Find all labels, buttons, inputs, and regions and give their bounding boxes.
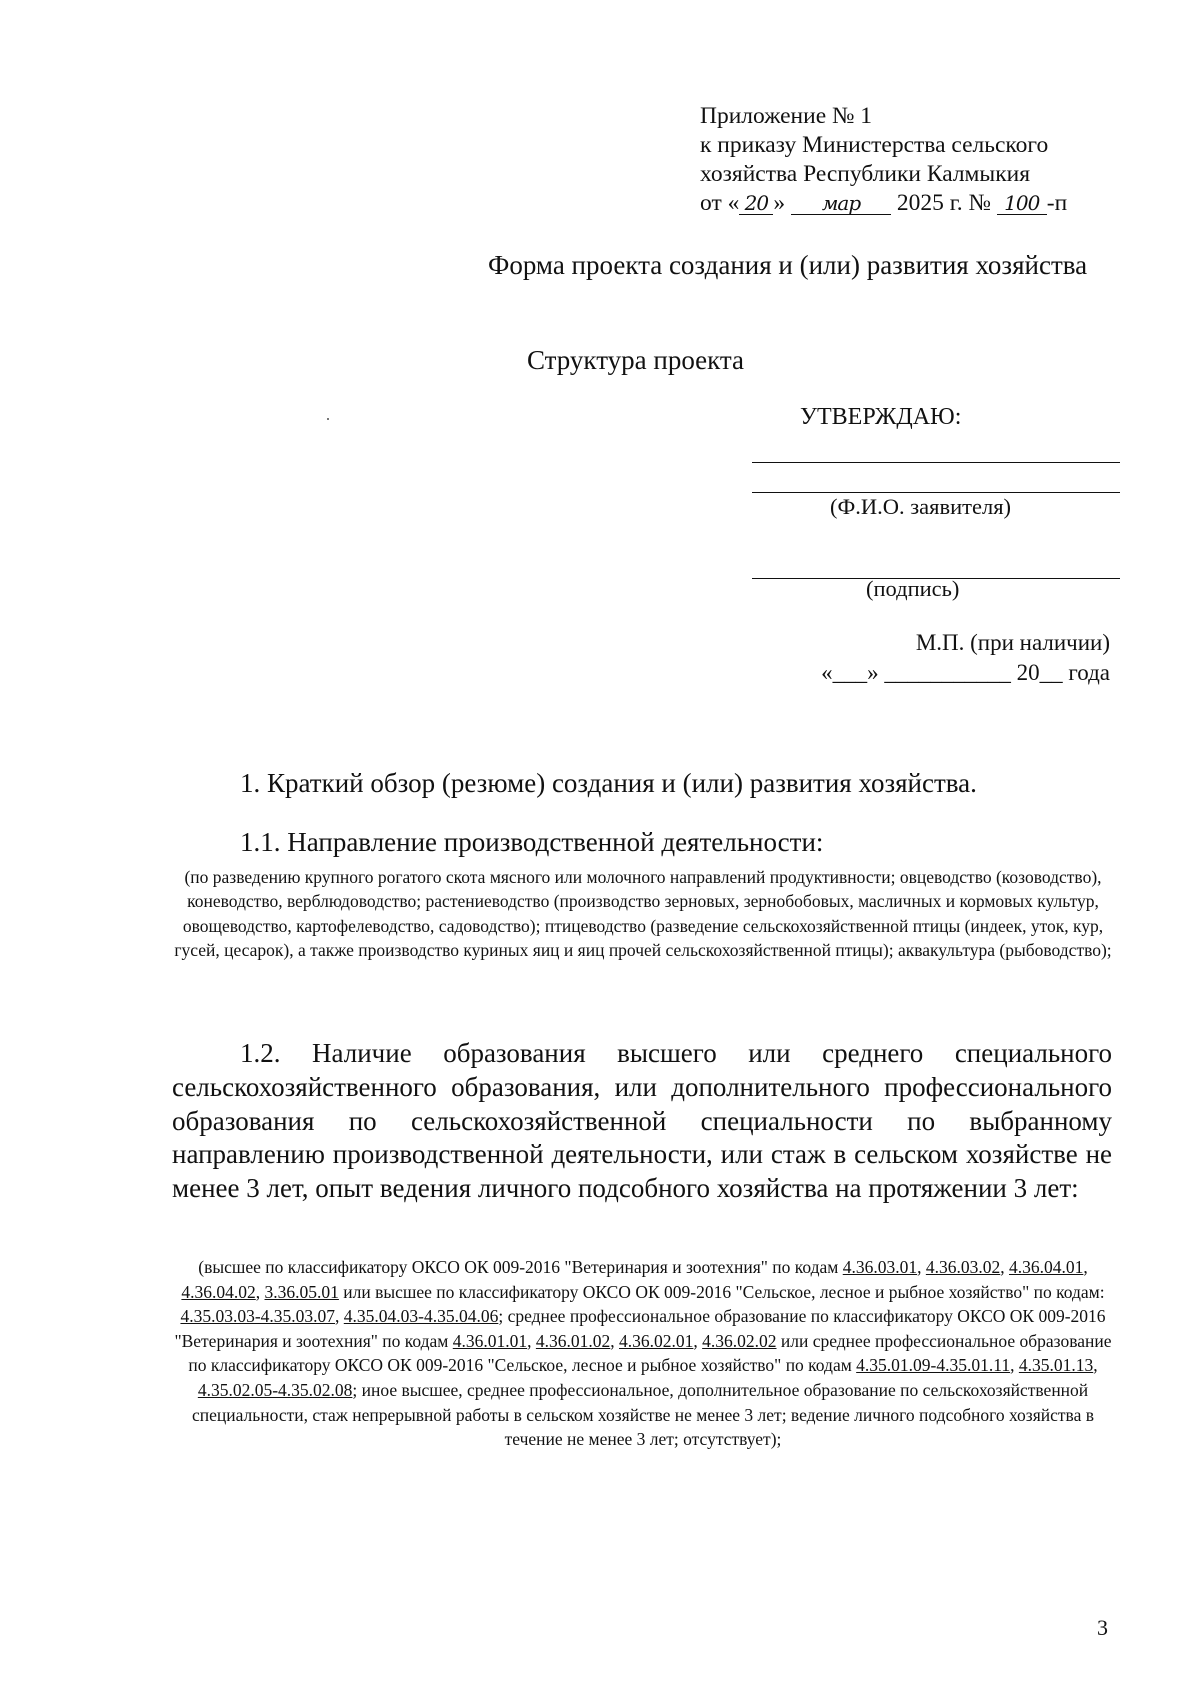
section-1-1-note: (по разведению крупного рогатого скота мясного или молочного направлений продуктивности; овцеводство (козоводство), коневодство, верблюдоводство; растениеводство (производство зерновых, зернобобовых, масличных и кормовых культур, овощеводство, картофелеводство, садоводство); птицеводство (разведение сельскохозяйственной птицы (индеек, уток, кур, гусей, цесарок), а также производство куриных яиц и яиц прочей сельскохозяйственной птицы); аквакультура (рыбоводство); [174,867,1112,961]
okso-code-link[interactable]: 4.36.02.02 [702,1330,777,1351]
okso-code-link[interactable]: 4.36.02.01 [619,1330,694,1351]
note-text: , [1000,1257,1009,1277]
section-1-2-note [168,1255,1118,1452]
page-number: 3 [1097,1615,1108,1640]
appendix-header [700,102,1067,218]
date-prefix: от « [700,190,740,216]
okso-code-link[interactable]: 4.35.02.05-4.35.02.08 [197,1379,353,1400]
note-text: , [610,1330,620,1351]
scan-speck [327,418,329,420]
handwritten-month: мар [791,192,891,215]
handwritten-day: 20 [739,192,773,215]
okso-code-link[interactable]: 3.36.05.01 [264,1281,339,1302]
note-text: , [1083,1257,1088,1277]
date-mid: » [773,190,786,216]
appendix-date-line [700,189,1067,218]
approval-heading: УТВЕРЖДАЮ: [800,404,962,430]
note-text: ; иное высшее, среднее профессиональное, дополнительное образование по сельскохозяйственной специальности, стаж непрерывной работы в сельском хозяйстве не менее 3 лет; ведение личного подсобного хозяйства в течение не менее 3 лет; отсутствует); [192,1379,1094,1450]
section-1-2-text: 1.2. Наличие образования высшего или среднего специального сельскохозяйственного образования, или дополнительного профессионального образования по сельскохозяйственной специальности по выбранному направлению производственной деятельности, или стаж в сельском хозяйстве не менее 3 лет, опыт ведения личного подсобного хозяйства на протяжении 3 лет: [172,1038,1112,1204]
appendix-order-ref: к приказу Министерства сельского [700,132,1049,158]
okso-code-link[interactable]: 4.35.01.09-4.35.01.11 [856,1355,1011,1376]
note-text: , [527,1330,536,1351]
note-text: (высшее по классификатору ОКСО ОК 009-2016 "Ветеринария и зоотехния" по кодам [198,1257,843,1277]
note-text: , [1010,1355,1019,1376]
okso-code-link[interactable]: 4.35.04.03-4.35.04.06 [343,1306,499,1327]
handwritten-number: 100 [997,192,1047,215]
okso-code-link[interactable]: 4.36.04.02 [181,1281,256,1302]
okso-code-link[interactable]: 4.36.01.01 [452,1330,528,1351]
okso-code-link[interactable]: 4.35.01.13 [1018,1355,1094,1376]
structure-title: Структура проекта [527,345,745,375]
note-text: или среднее профессиональное образование по классификатору ОКСО ОК 009-2016 "Сельское, лесное и рыбное хозяйство" по кодам [188,1330,1112,1376]
note-text: , [335,1306,344,1327]
section-1-1-heading: 1.1. Направление производственной деятельности: [240,827,824,857]
note-text: или высшее по классификатору ОКСО ОК 009-2016 "Сельское, лесное и рыбное хозяйство" по кодам: [338,1281,1105,1302]
note-text: , [693,1330,703,1351]
date-year: 2025 г. № [896,190,991,216]
note-text: ; среднее профессиональное образование по классификатору ОКСО ОК 009-2016 "Ветеринария и зоотехния" по кодам [174,1306,1106,1351]
seal-note: М.П. (при наличии) [915,630,1110,655]
note-text: , [917,1257,926,1277]
note-text: , [255,1281,265,1302]
note-text: , [1093,1355,1098,1376]
okso-code-link[interactable]: 4.36.04.01 [1008,1257,1084,1277]
appendix-ministry: хозяйства Республики Калмыкия [700,161,1031,187]
approval-line-1 [752,462,1120,463]
signature-caption: (подпись) [866,576,960,601]
okso-code-link[interactable]: 4.36.01.02 [535,1330,611,1351]
section-1-2-paragraph [172,1037,1112,1206]
okso-code-link[interactable]: 4.36.03.02 [925,1257,1001,1277]
approval-date-line: «___» ___________ 20__ года [821,660,1110,685]
fio-caption: (Ф.И.О. заявителя) [830,494,1012,519]
okso-code-link[interactable]: 4.36.03.01 [842,1257,918,1277]
appendix-number: Приложение № 1 [700,103,873,129]
number-suffix: -п [1046,190,1068,216]
form-title: Форма проекта создания и (или) развития хозяйства [488,250,1088,280]
approval-line-2 [752,492,1120,493]
okso-code-link[interactable]: 4.35.03.03-4.35.03.07 [180,1306,336,1327]
section-1-heading: 1. Краткий обзор (резюме) создания и (или) развития хозяйства. [240,768,977,798]
